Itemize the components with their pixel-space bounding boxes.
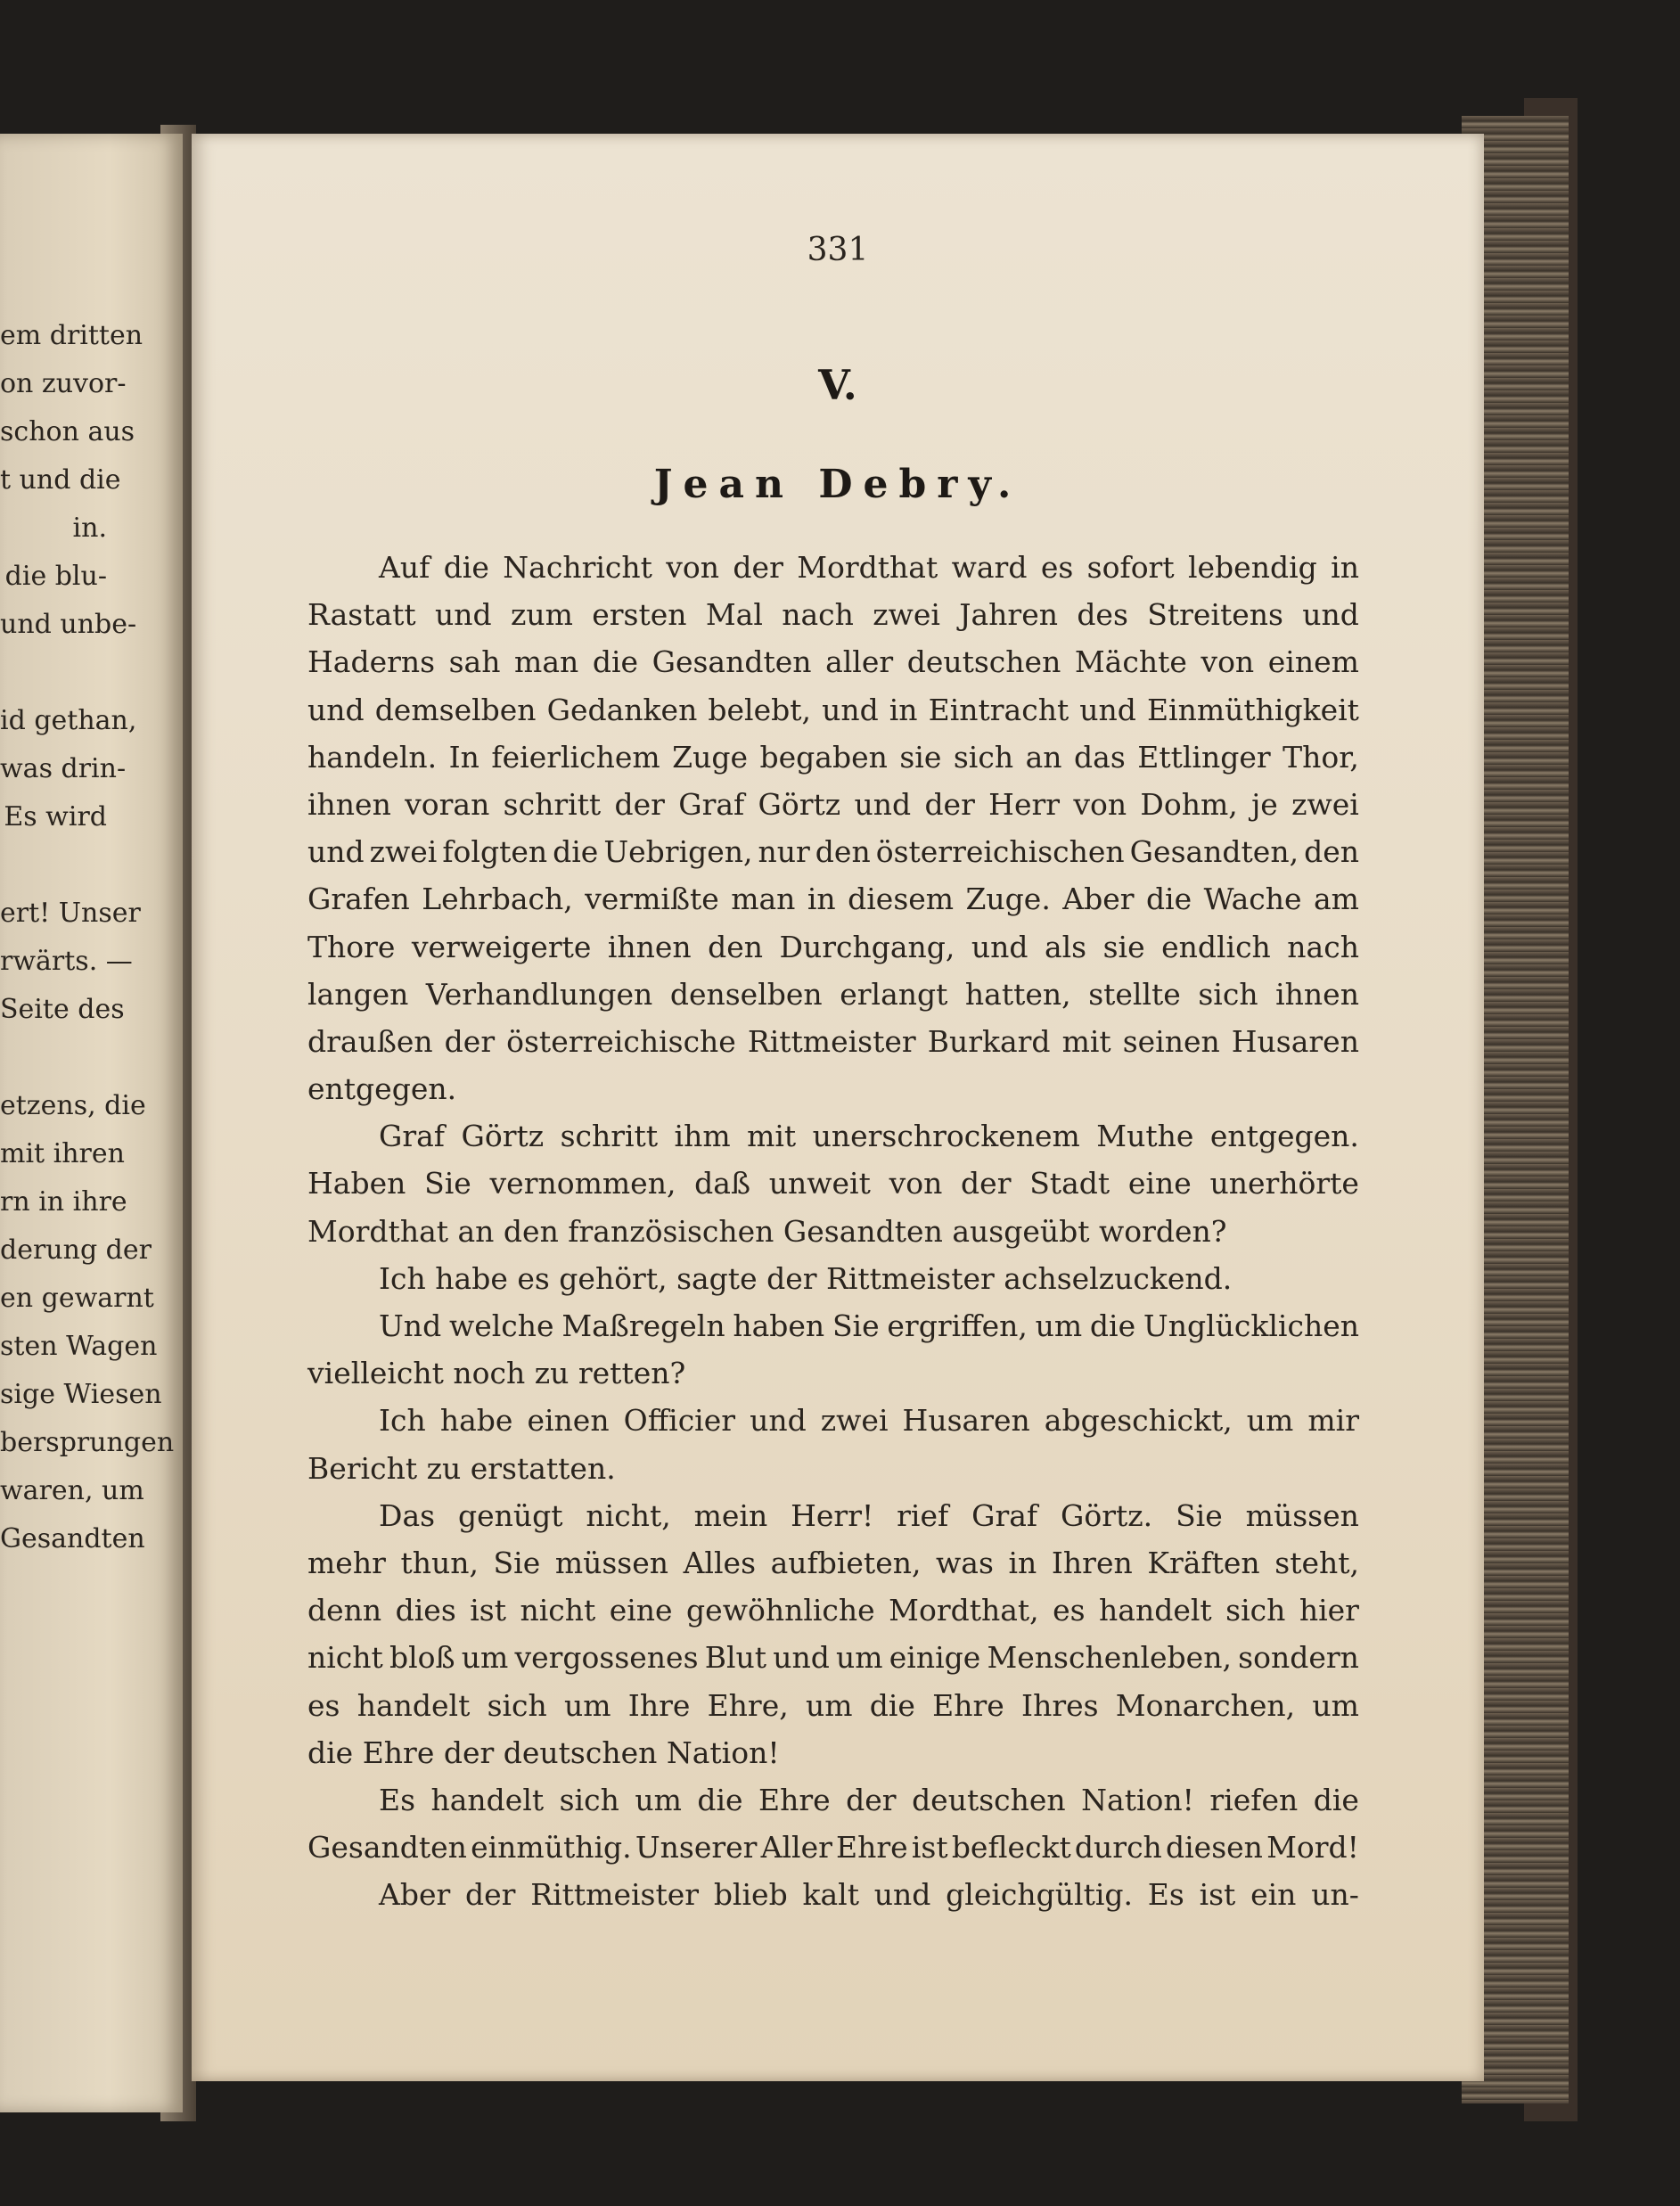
word: stellte <box>1088 976 1181 1012</box>
word: Zuge <box>672 739 749 775</box>
word: Haben <box>307 1166 406 1201</box>
word: denselben <box>669 976 823 1012</box>
word: Dohm, <box>1140 786 1238 822</box>
word: der <box>733 550 783 585</box>
word: Gesandten <box>307 1830 467 1866</box>
left-page-line: derung der <box>0 1234 152 1266</box>
left-page-line: was drin- <box>0 753 127 784</box>
word: Wache <box>1203 882 1302 917</box>
word: folgten <box>442 834 548 870</box>
word: Officier <box>623 1403 736 1439</box>
word: ihm <box>674 1119 731 1154</box>
word: kalt <box>802 1877 859 1913</box>
word: in <box>1331 550 1359 585</box>
word: handelt <box>356 1687 471 1723</box>
word: Ihres <box>1021 1687 1099 1723</box>
word: es <box>307 1687 340 1723</box>
word: deutschen <box>912 1782 1066 1817</box>
word: bloß <box>389 1640 455 1676</box>
word: die <box>553 834 599 870</box>
word: Aller <box>760 1830 832 1866</box>
word: sah <box>448 644 501 680</box>
word: Graf <box>678 786 745 822</box>
word: Rittmeister <box>530 1877 700 1913</box>
word: Haderns <box>307 644 436 680</box>
word: aller <box>825 644 894 680</box>
word: einige <box>889 1640 981 1676</box>
word: Sie <box>493 1545 541 1580</box>
word: hatten, <box>964 976 1071 1012</box>
text-line <box>307 1302 1359 1349</box>
word: Burkard <box>927 1023 1051 1059</box>
word: einem <box>1267 644 1359 680</box>
left-page-line: sten Wagen <box>0 1331 158 1362</box>
body-text <box>307 544 1359 1918</box>
word: Es <box>1147 1877 1184 1913</box>
word: deutschen <box>906 644 1061 680</box>
word: eine <box>1127 1166 1192 1201</box>
word: demselben <box>374 692 537 727</box>
word: von <box>1073 786 1127 822</box>
word: Auf <box>379 550 430 585</box>
word: Alles <box>683 1545 756 1580</box>
word: seinen <box>1122 1023 1220 1059</box>
word: zum <box>510 597 573 633</box>
left-page-line: mit ihren <box>0 1138 125 1169</box>
word: in <box>807 882 836 917</box>
word: Monarchen, <box>1115 1687 1296 1723</box>
word: der <box>961 1166 1012 1201</box>
text-line: Mordthat an den französischen Gesandten ausgeübt worden? <box>307 1213 1227 1249</box>
word: Maßregeln <box>561 1308 725 1343</box>
word: sich <box>1225 1593 1286 1628</box>
word: sich <box>487 1687 547 1723</box>
word: Thor, <box>1283 739 1359 775</box>
word: mit <box>747 1119 797 1154</box>
text-line <box>307 686 1359 734</box>
word: schritt <box>560 1119 659 1154</box>
word: rief <box>897 1497 949 1533</box>
left-page-line: id gethan, <box>0 705 137 736</box>
left-page-line <box>0 649 107 697</box>
word: Uebrigen, <box>603 834 753 870</box>
word: Durchgang, <box>779 929 955 964</box>
word: riefen <box>1209 1782 1299 1817</box>
left-page-line: die blu- <box>4 561 107 592</box>
word: blieb <box>713 1877 788 1913</box>
word: begaben <box>759 739 888 775</box>
word: der <box>465 1877 516 1913</box>
word: österreichische <box>506 1023 736 1059</box>
word: und <box>750 1403 807 1439</box>
text-line <box>307 971 1359 1018</box>
word: um <box>635 1782 682 1817</box>
left-page-line: rwärts. — <box>0 946 133 977</box>
word: und <box>822 692 879 727</box>
word: handelt <box>1099 1593 1212 1628</box>
chapter-number: V. <box>818 361 857 409</box>
word: genügt <box>457 1497 563 1533</box>
word: aufbieten, <box>770 1545 922 1580</box>
word: um <box>1246 1403 1294 1439</box>
word: handeln. <box>307 739 438 775</box>
word: man <box>731 882 796 917</box>
left-page-line <box>0 841 107 890</box>
word: Unserer <box>635 1830 758 1866</box>
word: Aber <box>1062 882 1135 917</box>
word: Görtz <box>461 1119 545 1154</box>
word: zwei <box>873 597 940 633</box>
word: Mal <box>705 597 763 633</box>
word: Nachricht <box>503 550 652 585</box>
word: Thore <box>307 929 396 964</box>
word: Es <box>379 1782 416 1817</box>
word: um <box>805 1687 853 1723</box>
left-page-line: rn in ihre <box>0 1186 127 1218</box>
word: Ihre <box>627 1687 691 1723</box>
left-page-line: on zuvor- <box>0 368 127 399</box>
word: habe <box>439 1403 513 1439</box>
word: schritt <box>503 786 602 822</box>
word: die <box>697 1782 743 1817</box>
word: von <box>1201 644 1255 680</box>
word: und <box>435 597 492 633</box>
word: Sie <box>424 1166 471 1201</box>
word: man <box>514 644 579 680</box>
left-page-line: etzens, die <box>0 1090 146 1121</box>
word: Ettlinger <box>1137 739 1271 775</box>
text-line <box>307 1539 1359 1587</box>
word: Gesandten <box>652 644 812 680</box>
word: je <box>1251 786 1278 822</box>
word: haben <box>733 1308 825 1343</box>
word: ein <box>1250 1877 1297 1913</box>
word: Und <box>379 1308 442 1343</box>
word: und <box>854 786 912 822</box>
left-page-line: und unbe- <box>0 609 137 640</box>
word: den <box>708 929 764 964</box>
text-line <box>307 544 1359 591</box>
word: denn <box>307 1593 382 1628</box>
word: und <box>307 692 365 727</box>
left-page <box>0 134 183 2112</box>
word: der <box>924 786 975 822</box>
word: Ehre, <box>707 1687 789 1723</box>
word: ward <box>951 550 1028 585</box>
word: einmüthig. <box>471 1830 632 1866</box>
word: um <box>461 1640 509 1676</box>
word: unweit <box>768 1166 871 1201</box>
word: feierlichem <box>491 739 660 775</box>
word: un- <box>1311 1877 1359 1913</box>
word: von <box>889 1166 943 1201</box>
text-line: Ich habe es gehört, sagte der Rittmeister achselzuckend. <box>379 1260 1233 1296</box>
word: die <box>1089 1308 1136 1343</box>
word: dies <box>395 1593 456 1628</box>
text-line <box>307 1682 1359 1729</box>
word: Aber <box>379 1877 451 1913</box>
chapter-title: Jean Debry. <box>653 462 1022 507</box>
word: Menschenleben, <box>987 1640 1232 1676</box>
word: am <box>1314 882 1359 917</box>
word: Mordthat, <box>889 1593 1039 1628</box>
word: ergriffen, <box>887 1308 1028 1343</box>
word: der <box>614 786 665 822</box>
text-line <box>307 1160 1359 1207</box>
word: abgeschickt, <box>1044 1403 1233 1439</box>
word: um <box>564 1687 611 1723</box>
word: mir <box>1307 1403 1359 1439</box>
word: zwei <box>820 1403 889 1439</box>
word: Lehrbach, <box>422 882 573 917</box>
word: Mord! <box>1266 1830 1359 1866</box>
word: Unglücklichen <box>1143 1308 1359 1343</box>
word: nach <box>1287 929 1359 964</box>
word: Ich <box>379 1403 426 1439</box>
left-page-line: ert! Unser <box>0 898 141 929</box>
word: müssen <box>1245 1497 1359 1533</box>
word: des <box>1077 597 1128 633</box>
word: Gesandten, <box>1129 834 1299 870</box>
word: zwei <box>1291 786 1359 822</box>
word: und <box>1079 692 1136 727</box>
text-line <box>307 1634 1359 1681</box>
word: eine <box>609 1593 673 1628</box>
word: in <box>889 692 918 727</box>
word: an <box>1025 739 1062 775</box>
word: Sie <box>832 1308 880 1343</box>
word: Görtz <box>758 786 841 822</box>
word: die <box>1313 1782 1359 1817</box>
word: es <box>1053 1593 1086 1628</box>
word: Verhandlungen <box>425 976 653 1012</box>
word: Eintracht <box>928 692 1069 727</box>
word: endlich <box>1161 929 1271 964</box>
word: vernommen, <box>489 1166 676 1201</box>
text-line <box>307 1587 1359 1634</box>
word: welche <box>448 1308 554 1343</box>
right-page <box>192 134 1484 2081</box>
word: und <box>773 1640 830 1676</box>
word: nach <box>782 597 854 633</box>
word: ist <box>911 1830 948 1866</box>
word: unerhörte <box>1209 1166 1359 1201</box>
word: mit <box>1061 1023 1111 1059</box>
word: die <box>1145 882 1192 917</box>
word: sofort <box>1086 550 1175 585</box>
word: durch <box>1074 1830 1162 1866</box>
word: nicht <box>307 1640 383 1676</box>
word: voran <box>405 786 490 822</box>
text-line <box>307 1397 1359 1444</box>
word: ist <box>1199 1877 1236 1913</box>
left-page-line: bersprungen <box>0 1427 175 1458</box>
word: entgegen. <box>1209 1119 1359 1154</box>
word: Ihren <box>1051 1545 1133 1580</box>
word: erlangt <box>840 976 948 1012</box>
word: ihnen <box>307 786 391 822</box>
word: österreichischen <box>875 834 1125 870</box>
text-line <box>307 591 1359 638</box>
text-line: vielleicht noch zu retten? <box>307 1356 686 1391</box>
word: Ehre <box>932 1687 1004 1723</box>
word: in <box>1008 1545 1037 1580</box>
text-line <box>307 1112 1359 1160</box>
left-page-text <box>0 312 175 1563</box>
word: einen <box>527 1403 610 1439</box>
word: draußen <box>307 1023 433 1059</box>
word: Grafen <box>307 882 410 917</box>
word: gewöhnliche <box>686 1593 875 1628</box>
word: und <box>307 834 365 870</box>
word: ist <box>470 1593 506 1628</box>
word: der <box>846 1782 897 1817</box>
word: Herr <box>988 786 1061 822</box>
word: als <box>1044 929 1087 964</box>
word: und <box>873 1877 931 1913</box>
word: Görtz. <box>1061 1497 1153 1533</box>
word: thun, <box>400 1545 479 1580</box>
word: ersten <box>592 597 687 633</box>
left-page-line: Gesandten <box>0 1523 145 1554</box>
left-page-line: Seite des <box>0 994 125 1025</box>
word: diesem <box>848 882 955 917</box>
word: lebendig <box>1187 550 1317 585</box>
word: Graf <box>971 1497 1038 1533</box>
left-page-line: em dritten <box>0 320 143 351</box>
word: Husaren <box>1231 1023 1359 1059</box>
word: befleckt <box>951 1830 1071 1866</box>
word: Muthe <box>1096 1119 1194 1154</box>
text-line <box>307 1776 1359 1824</box>
word: verweigerte <box>411 929 592 964</box>
text-line: Bericht zu erstatten. <box>307 1450 616 1486</box>
word: zwei <box>369 834 438 870</box>
word: gleichgültig. <box>946 1877 1133 1913</box>
word: um <box>1035 1308 1083 1343</box>
word: Das <box>379 1497 436 1533</box>
word: von <box>666 550 720 585</box>
word: diesen <box>1165 1830 1263 1866</box>
word: In <box>448 739 479 775</box>
word: Rastatt <box>307 597 416 633</box>
word: nicht, <box>586 1497 671 1533</box>
text-line: entgegen. <box>307 1071 457 1107</box>
word: den <box>815 834 871 870</box>
word: Stadt <box>1029 1166 1110 1201</box>
word: es <box>1040 550 1074 585</box>
word: und <box>1302 597 1359 633</box>
word: Herr! <box>791 1497 874 1533</box>
word: und <box>971 929 1028 964</box>
word: die <box>869 1687 915 1723</box>
text-line <box>307 1492 1359 1539</box>
word: Zuge. <box>965 882 1051 917</box>
word: belebt, <box>708 692 812 727</box>
word: Streitens <box>1147 597 1283 633</box>
left-page-line <box>0 1034 107 1082</box>
word: Husaren <box>902 1403 1030 1439</box>
word: Einmüthigkeit <box>1146 692 1359 727</box>
word: langen <box>307 976 409 1012</box>
left-page-line: t und die <box>0 464 121 496</box>
left-page-line: in. <box>72 513 107 544</box>
word: müssen <box>554 1545 669 1580</box>
word: daß <box>694 1166 751 1201</box>
left-page-line: waren, um <box>0 1475 144 1506</box>
text-line <box>307 923 1359 971</box>
text-line <box>307 734 1359 781</box>
word: vergossenes <box>514 1640 699 1676</box>
word: sich <box>1198 976 1258 1012</box>
word: ihnen <box>1275 976 1359 1012</box>
word: Rittmeister <box>747 1023 916 1059</box>
word: mehr <box>307 1545 386 1580</box>
word: nur <box>758 834 810 870</box>
text-line <box>307 828 1359 875</box>
word: Blut <box>704 1640 767 1676</box>
word: um <box>836 1640 883 1676</box>
word: sich <box>953 739 1014 775</box>
word: das <box>1074 739 1126 775</box>
text-line <box>307 1824 1359 1871</box>
word: nicht <box>520 1593 596 1628</box>
text-line <box>307 781 1359 828</box>
word: ihnen <box>607 929 692 964</box>
word: unerschrockenem <box>812 1119 1080 1154</box>
word: mein <box>693 1497 768 1533</box>
word: sie <box>899 739 942 775</box>
word: vermißte <box>585 882 719 917</box>
word: sich <box>559 1782 619 1817</box>
word: um <box>1312 1687 1359 1723</box>
word: Graf <box>379 1119 446 1154</box>
word: Ehre <box>836 1830 908 1866</box>
text-line: die Ehre der deutschen Nation! <box>307 1734 780 1770</box>
word: Mordthat <box>797 550 938 585</box>
text-line <box>307 1871 1359 1918</box>
word: Mächte <box>1074 644 1187 680</box>
word: handelt <box>430 1782 545 1817</box>
page-number: 331 <box>807 232 869 268</box>
word: Sie <box>1176 1497 1223 1533</box>
word: die <box>592 644 639 680</box>
word: die <box>443 550 489 585</box>
left-page-line: schon aus <box>0 416 135 447</box>
text-line <box>307 1018 1359 1065</box>
word: was <box>936 1545 994 1580</box>
word: sie <box>1102 929 1145 964</box>
left-page-line: sige Wiesen <box>0 1379 162 1410</box>
word: den <box>1304 834 1359 870</box>
word: der <box>444 1023 496 1059</box>
left-page-line: Es wird <box>4 801 107 832</box>
text-line <box>307 875 1359 923</box>
word: Nation! <box>1081 1782 1194 1817</box>
word: Gedanken <box>546 692 698 727</box>
text-line <box>307 638 1359 685</box>
word: Kräften <box>1147 1545 1260 1580</box>
word: sondern <box>1238 1640 1359 1676</box>
left-page-line: en gewarnt <box>0 1283 154 1314</box>
word: steht, <box>1274 1545 1359 1580</box>
word: hier <box>1299 1593 1359 1628</box>
word: Ehre <box>758 1782 831 1817</box>
word: Jahren <box>959 597 1058 633</box>
